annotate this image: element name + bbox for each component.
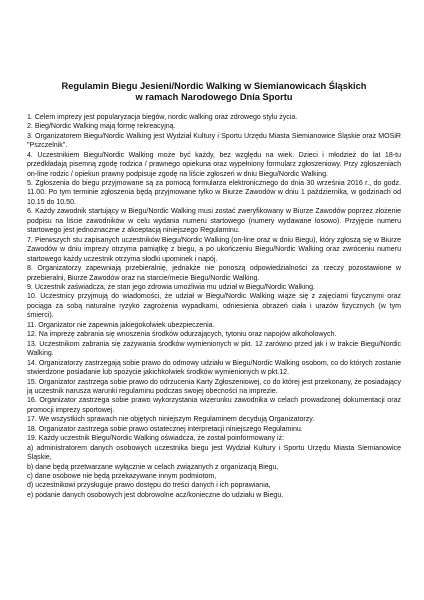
subitem-b: b) dane będą przetwarzane wyłącznie w celach związanych z organizacją Biegu,	[27, 463, 279, 471]
subitem-a: a) administratorem danych osobowych uczestnika biegu jest Wydział Kultury i Sportu Urzędu Miasta Siemianowice Śląskie,	[27, 444, 401, 462]
paragraph-13: 13. Uczestnikom zabrania się zażywania środków wymienionych w pkt. 12 zarówno przed jak i w trakcie Biegu/Nordic Walking.	[27, 340, 401, 358]
paragraph-8: 8. Organizatorzy zapewniają przebieralnię, jednakże nie ponoszą odpowiedzialności za rzeczy pozostawione w przebieralni, Biurze Zawodów oraz na starcie/mecie Biegu/Nordic Walking.	[27, 265, 401, 282]
paragraph-4: 4. Uczestnikiem Biegu/Nordic Walking może być każdy, bez względu na wiek. Dzieci i młodzież do lat 18-tu przedkładają pisemną zgodę rodzica / prawnego opiekuna oraz wypełniony formularz zgłoszeniowy. Przy zgłoszeniach on-line rodzic / opiekun prawny podpisuje zgodę na liście zgłoszeń w dniu Biegu/Nordic Walking.	[27, 151, 401, 178]
paragraph-12: 12. Na imprezę zabrania się wnoszenia środków odurzających, tytoniu oraz napojów alkoholowych.	[27, 331, 337, 339]
subitem-e: e) podanie danych osobowych jest dobrowolne acz/konieczne do udziału w Biegu.	[27, 491, 284, 499]
paragraph-10: 10. Uczestnicy przyjmują do wiadomości, że udział w Biegu/Nordic Walking wiąże się z zajęciami fizycznymi oraz pociąga za sobą naturalne ryzyko zagrożenia wypadkami, odniesienia obrażeń ciała i urazów fizycznych (w tym śmierci).	[27, 293, 401, 320]
paragraph-11: 11. Organizator nie zapewnia jakiegokolwiek ubezpieczenia.	[27, 321, 215, 329]
subitem-c: c) dane osobowe nie będą przekazywane innym podmiotom,	[27, 473, 217, 481]
paragraph-16: 16. Organizator zastrzega sobie prawo wykorzystania wizerunku zawodnika w celach prowadzonej dokumentacji oraz promocji imprezy sportowej.	[27, 397, 401, 414]
subitem-d: d) uczestnikowi przysługuje prawo dostępu do treści danych i ich poprawiania,	[27, 482, 271, 490]
paragraph-9: 9. Uczestnik zaświadcza, że stan jego zdrowia umożliwia mu udział w Biegu/Nordic Walking.	[27, 283, 315, 291]
paragraph-17: 17. We wszystkich sprawach nie objętych niniejszym Regulaminem decydują Organizatorzy.	[27, 416, 315, 424]
paragraph-19: 19. Każdy uczestnik Biegu/Nordic Walking oświadcza, że został poinformowany iż:	[27, 435, 285, 443]
document-page	[27, 81, 401, 500]
paragraph-2: 2. Bieg/Nordic Walking mają formę rekreacyjną.	[27, 123, 176, 131]
paragraph-6: 6. Każdy zawodnik startujący w Biegu/Nordic Walking musi zostać zweryfikowany w Biurze Zawodów poprzez złożenie podpisu na liście zawodników w celu wydania numeru startowego (numery wydawane losowo). Przyjęcie numeru startowego jest jednoznaczne z akceptacją niniejszego Regulaminu.	[27, 208, 401, 235]
paragraph-1: 1. Celem imprezy jest popularyzacja biegów, nordic walking oraz zdrowego stylu życia.	[27, 113, 298, 121]
document-title	[27, 81, 401, 104]
paragraph-5: 5. Zgłoszenia do biegu przyjmowane są za pomocą formularza elektronicznego do dnia 30 września 2016 r., do godz. 11.00. Po tym terminie zgłoszenia będą przyjmowane tylko w Biurze Zawodów w dniu 1 października, w godzinach od 10.15 do 10.50.	[27, 179, 401, 206]
title-line-1: Regulamin Biegu Jesieni/Nordic Walking w Siemianowicach Śląskich	[61, 81, 367, 91]
regulations-body	[27, 113, 401, 501]
title-line-2: w ramach Narodowego Dnia Sportu	[135, 92, 293, 103]
paragraph-18: 18. Organizator zastrzega sobie prawo ostatecznej interpretacji niniejszego Regulaminu.	[27, 425, 303, 433]
paragraph-14: 14. Organizatorzy zastrzegają sobie prawo do odmowy udziału w Biegu/Nordic Walking osobom, co do których zostanie stwierdzone posiadanie lub spożycie jakichkolwiek środków wymienionych w pkt.12.	[27, 359, 401, 377]
paragraph-15: 15. Organizator zastrzega sobie prawo do odrzucenia Karty Zgłoszeniowej, co do której jest przekonany, że posiadający ją uczestnik narusza warunki regulaminu podczas swojej obecności na imprezie.	[27, 378, 401, 395]
paragraph-3: 3. Organizatorem Biegu/Nordic Walking jest Wydział Kultury i Sportu Urzędu Miasta Siemianowice Śląskie oraz MOSiR "Pszczelnik".	[27, 132, 401, 150]
paragraph-7: 7. Pierwszych stu zapisanych uczestników Biegu/Nordic Walking (on-line oraz w dniu Biegu), który zgłoszą się w Biurze Zawodów w dniu imprezy otrzyma pamiątkę z biegu, a po ukończeniu Biegu/Nordic Walking oraz zwróceniu numeru startowego każdy uczestnik otrzyma słodki upominek i napój.	[27, 236, 401, 263]
